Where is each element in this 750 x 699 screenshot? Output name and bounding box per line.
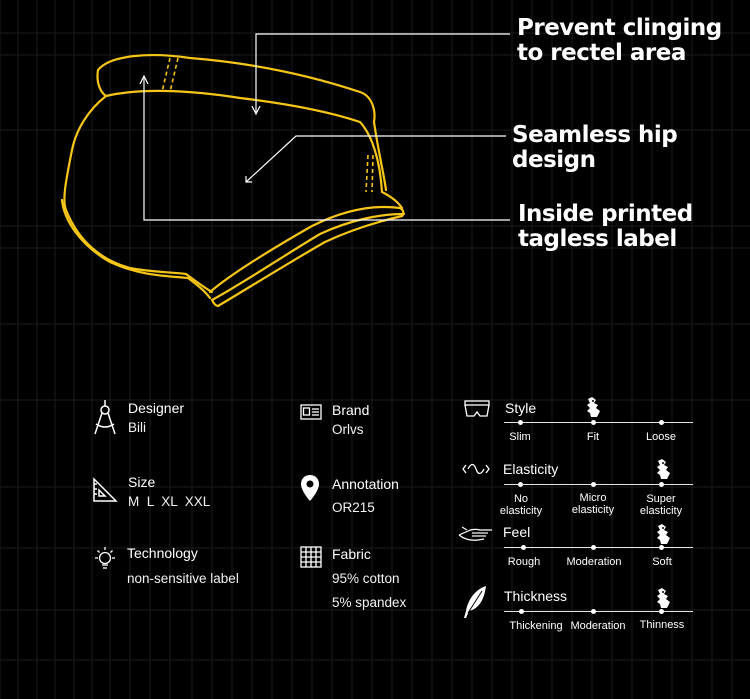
fabric-value-spandex: 5% spandex [332, 595, 407, 610]
callout-tagless-line2: tagless label [518, 226, 677, 252]
brand-value: Orlvs [332, 422, 364, 437]
hand-icon [458, 525, 494, 543]
callout-prevent-line1: Prevent clinging [517, 15, 722, 41]
scale-elasticity [462, 458, 702, 520]
elasticity-scale-line [504, 484, 693, 485]
callout-seamless-text: Seamless hip design [512, 122, 678, 173]
elasticity-tick-super: Super elasticity [639, 493, 683, 517]
elasticity-dot-micro [591, 482, 596, 487]
thickness-dot-thickening [519, 609, 524, 614]
set-square-icon [92, 477, 118, 503]
callout-tagless-line1: Inside printed [518, 201, 693, 227]
callout-seamless-hip [512, 123, 750, 173]
scale-style [462, 396, 702, 452]
style-tick-fit: Fit [586, 431, 600, 443]
elasticity-tick-micro: Micro elasticity [571, 492, 615, 516]
mascot-marker-icon [652, 523, 674, 545]
light-bulb-icon [92, 545, 118, 571]
designer-label: Designer [128, 400, 185, 416]
scale-feel [458, 521, 702, 571]
feel-tick-rough: Rough [507, 556, 541, 568]
mascot-marker-icon [652, 458, 674, 480]
feel-dot-moderation [591, 545, 596, 550]
style-dot-loose [659, 420, 664, 425]
scale-thickness [462, 585, 702, 635]
callout-prevent-clinging [517, 16, 722, 66]
style-dot-fit [591, 420, 596, 425]
feel-dot-soft [659, 545, 664, 550]
size-label: Size [128, 474, 156, 490]
feel-scale-line [504, 547, 693, 548]
fabric-label: Fabric [332, 546, 371, 562]
elasticity-icon [462, 461, 490, 477]
style-scale-line [504, 422, 693, 423]
fabric-value-cotton: 95% cotton [332, 571, 400, 586]
mascot-marker-icon [582, 396, 604, 418]
feel-dot-rough [521, 545, 526, 550]
brand-label: Brand [332, 402, 370, 418]
briefs-icon [464, 400, 490, 418]
thickness-dot-thinness [659, 609, 664, 614]
feel-tick-soft: Soft [652, 556, 672, 568]
style-dot-slim [518, 420, 523, 425]
elasticity-tick-none: No elasticity [499, 493, 543, 517]
compass-icon [92, 398, 118, 436]
technology-value: non-sensitive label [127, 571, 239, 586]
feel-tick-moderation: Moderation [566, 556, 622, 568]
style-title: Style [505, 400, 537, 416]
annotation-label: Annotation [332, 476, 399, 492]
thickness-dot-moderation [591, 609, 596, 614]
designer-value: Bili [128, 420, 147, 435]
thickness-tick-thinness: Thinness [639, 619, 685, 631]
style-tick-loose: Loose [646, 431, 676, 443]
size-value: M L XL XXL [128, 494, 211, 509]
feel-title: Feel [503, 524, 531, 540]
fabric-grid-icon [300, 546, 322, 568]
feather-icon [462, 585, 488, 619]
technology-label: Technology [127, 545, 198, 561]
id-card-icon [300, 404, 322, 420]
elasticity-dot-none [518, 482, 523, 487]
thickness-scale-line [504, 611, 693, 612]
annotation-value: OR215 [332, 500, 375, 515]
thickness-title: Thickness [504, 588, 568, 604]
callout-prevent-line2: to rectel area [517, 40, 686, 66]
elasticity-title: Elasticity [503, 461, 559, 477]
thickness-tick-thickening: Thickening [509, 620, 563, 632]
callout-tagless-label [518, 202, 693, 252]
location-pin-icon [300, 474, 320, 502]
elasticity-dot-super [659, 482, 664, 487]
mascot-marker-icon [652, 587, 674, 609]
thickness-tick-moderation: Moderation [570, 620, 626, 632]
style-tick-slim: Slim [509, 431, 531, 443]
